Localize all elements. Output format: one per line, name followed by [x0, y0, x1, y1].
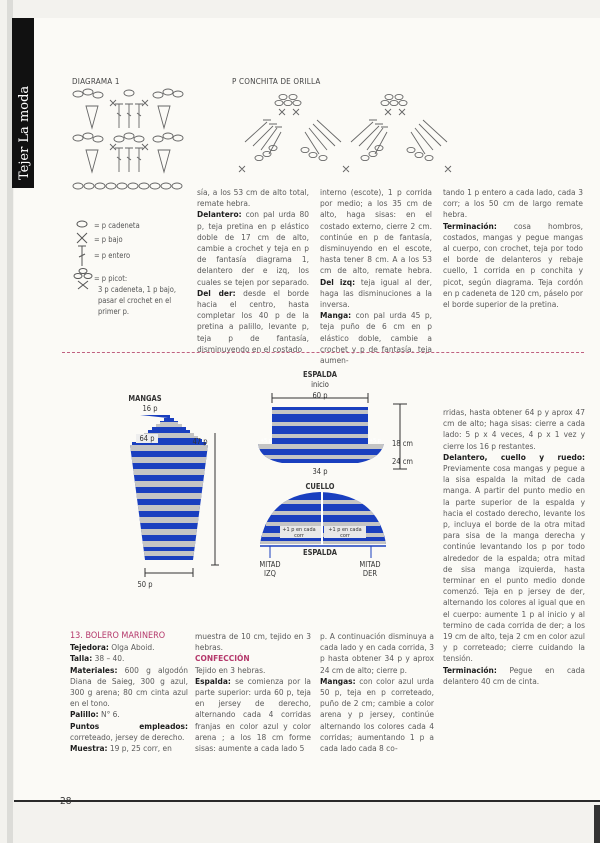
bottom-column-2: muestra de 10 cm, tejido en 3 hebras. CONFECCIÓN Tejido en 3 hebras. Espalda: se comienza por la parte superior: urda 60 p, teja en jersey de derecho, alternando cada 4 corridas franjas en color azul y color arena ; a los 18 cm forme sisas: aumente a cada lado 5: [195, 631, 311, 754]
mangas-top-count: 16 p: [142, 404, 158, 413]
espalda-left-increase: +5 p: [259, 438, 272, 444]
espalda-subtitle: inicio: [311, 380, 329, 389]
legend-chain: = p cadeneta: [94, 221, 140, 230]
cuello-left-half: MITAD IZQ: [259, 560, 281, 578]
bottom-column-1: 13. BOLERO MARINERO Tejedora: Olga Aboid. Talla: 38 – 40. Materiales: 600 g algodón Diana de Saieg, 300 g azul, 300 g arena; 80 cm cinta azul en el tono. Palillo: N° 6. Puntos empleados: correteado, jersey de derecho. Muestra: 19 p, 25 corr, en: [70, 631, 189, 754]
double-crochet-icon: [76, 245, 88, 267]
section-tab: [12, 18, 34, 188]
chain-stitch-icon: [76, 220, 88, 228]
section-divider: [62, 352, 584, 353]
single-crochet-icon: [76, 232, 88, 244]
top-column-1: sía, a los 53 cm de alto total, remate hebra. Delantero: con pal urda 80 p, teja pretina en p elástico doble de 17 cm de alto, cambie a crochet y teja en p de fantasía diagrama 1, delantero der e izq, los cuales se tejen por separado. Del der: desde el borde hacia el centro, hasta completar los 40 p de la pretina a palillo, levante p, teja p de fantasía, disminuyendo en el costado: [197, 187, 309, 354]
cuello-note-right: +1 p en cada corr: [328, 527, 362, 539]
cuello-title: CUELLO: [305, 482, 335, 491]
conchita-chart: [235, 92, 460, 174]
bottom-column-3: p. A continuación disminuya a cada lado y en cada corrida, 3 p hasta obtener 34 p y aprox 24 cm de alto; cierre p. Mangas: con color azul urda 50 p, teja en p correteado, puño de 2 cm; cambie a color arena y p jersey, continúe alternando los colores cada 4 corridas; aumentando 1 p a cada lado cada 8 co-: [320, 631, 434, 754]
cuello-note-left: +1 p en cada corr: [282, 527, 316, 539]
mangas-title: MANGAS: [128, 394, 162, 403]
picot-icon: [74, 268, 92, 290]
conchita-title: P CONCHITA DE ORILLA: [232, 77, 321, 86]
mangas-schematic: [100, 405, 220, 575]
espalda-height-1: 18 cm: [392, 439, 414, 448]
legend-picot-detail: 3 p cadeneta, 1 p bajo, pasar el crochet en el primer p.: [98, 285, 177, 316]
diagram1-chart: [72, 88, 187, 193]
legend-single: = p bajo: [94, 235, 123, 244]
cuello-schematic: [258, 490, 388, 550]
mangas-bottom-count: 50 p: [137, 580, 153, 589]
diagram1-title: DIAGRAMA 1: [72, 77, 120, 86]
cuello-right-half: MITAD DER: [359, 560, 381, 578]
espalda-bottom-count: 34 p: [312, 467, 328, 476]
cuello-bottom-label: ESPALDA: [302, 548, 338, 557]
page-number: 28: [60, 796, 72, 807]
cuello-markers: [268, 546, 378, 560]
pattern-title: 13. BOLERO MARINERO: [70, 631, 166, 641]
espalda-title: ESPALDA: [302, 370, 338, 379]
mangas-mid-count: 64 p: [136, 434, 158, 443]
right-column: rridas, hasta obtener 64 p y aprox 47 cm de alto; haga sisas: cierre a cada lado: 5 p x 4 veces, 4 p x 1 vez y cierre los 16 p restantes. Delantero, cuello y ruedo: Previamente cosa mangas y pegue a la sisa espalda la mitad de cada manga. A partir del punto medio en la parte superior de la espalda y hacia el costado derecho, levante los p, incluya el borde de la otra mitad para sisa de la manga derecha y continúe levantando los p por todo alrededor de la espalda; otra mitad de sisa manga izquierda, hasta terminar en el punto medio donde comenzó. Teja en p jersey de der, alternando los colores al igual que en el cuerpo: aumente 1 p al inicio y al termino de cada corrida de der; a los 19 cm de alto, teja 2 cm en color azul y p correteado; cierre cuidando la tensión. Terminación: Pegue en cada delantero 40 cm de cinta.: [443, 407, 585, 686]
page-edge: [594, 805, 600, 843]
mangas-height: 47 p: [192, 437, 208, 446]
espalda-schematic: [258, 393, 398, 468]
legend-double: = p entero: [94, 251, 131, 260]
espalda-top-count: 60 p: [312, 391, 328, 400]
section-tab-label: Tejer La moda: [17, 85, 32, 180]
confeccion-heading: CONFECCIÓN: [195, 653, 250, 664]
top-column-3: tando 1 p entero a cada lado, cada 3 corr; a los 50 cm de largo remate hebra. Terminación: cosa hombros, costados, mangas y pegue mangas al cuerpo, con crochet, teja por todo el borde de delanteros y rebaje cuello, 1 corrida en p conchita y picot, según diagrama. Teja cordón en p cadeneta de 120 cm, páselo por el borde superior de la pretina.: [443, 187, 583, 310]
legend-picot: = p picot:: [94, 274, 128, 283]
espalda-right-increase: +5 p: [368, 438, 381, 444]
espalda-height-2: 24 cm: [392, 457, 414, 466]
top-column-2: interno (escote), 1 p corrida por medio; a los 35 cm de alto, haga sisas: en el costado externo, cierre 2 cm. continúe en p de fantasía, disminuyendo en el escote, hasta tener 8 cm. A a los 53 cm de alto, remate hebra. Del izq: teja igual al der, haga las disminuciones a la inversa. Manga: con pal urda 45 p, teja puño de 6 cm en p elástico doble, cambie a crochet y p de fantasía, teja aumen-: [320, 187, 432, 366]
